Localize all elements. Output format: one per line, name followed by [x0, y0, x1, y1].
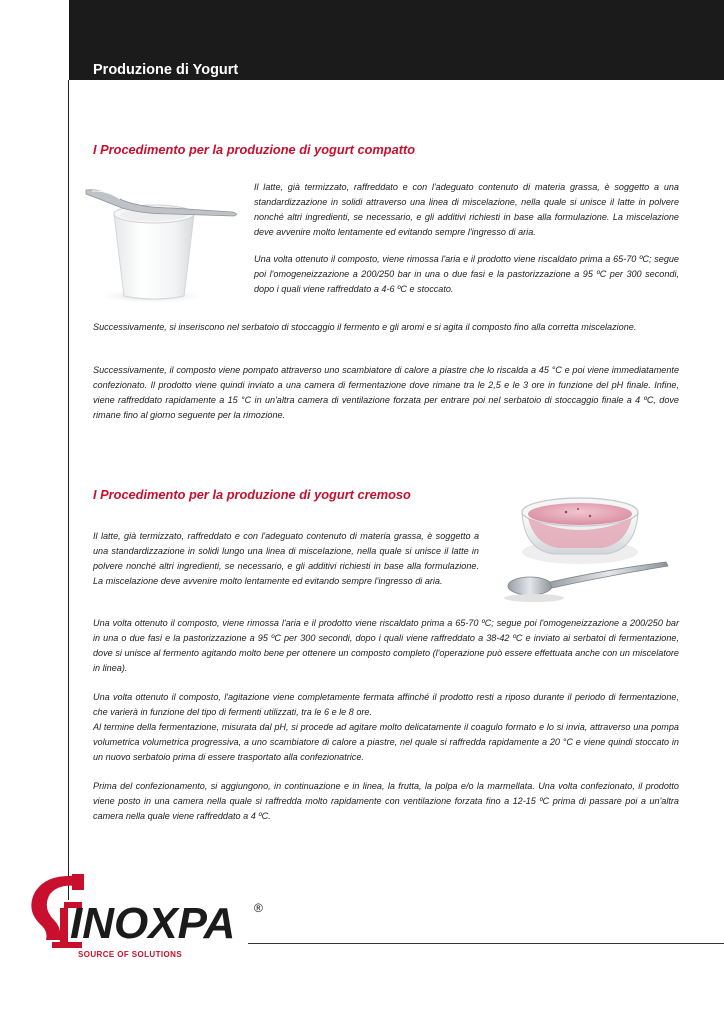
inoxpa-logo	[16, 868, 272, 952]
paragraph: Successivamente, il composto viene pompato attraverso uno scambiatore di calore a piastre che lo riscalda a 45 °C e poi viene immediatamente confezionato. Il prodotto viene quindi inviato a una camera di fermentazione dove rimane tra le 2,5 e le 3 ore in funzione del pH finale. Infine, viene raffreddato rapidamente a 15 °C in un'altra camera di ventilazione forzata per entrare poi nel serbatoio di stoccaggio finale a 4 ºC, dove rimane fino al giorno seguente per la rimozione.	[93, 365, 679, 420]
header-bar	[69, 0, 724, 80]
yogurt-cup-with-spoon-image	[82, 178, 244, 306]
paragraph: Successivamente, si inseriscono nel serbatoio di stoccaggio il fermento e gli aromi e si agita il composto fino alla corretta miscelazione.	[93, 322, 637, 332]
page-title: Produzione di Yogurt	[93, 62, 239, 78]
paragraph: Una volta ottenuto il composto, viene rimossa l'aria e il prodotto viene riscaldato prima a 65-70 ºC; segue poi l'omogeneizzazione a 200/250 bar in una o due fasi e la pastorizzazione a 95 ºC per 300 secondi, dopo i quali viene raffreddato a 38-42 ºC e inviato ai serbatoi di fermentazione, dove si unisce al fermento agitando molto bene per ottenere un composto completo (l'operazione può essere effettuata anche con un miscelatore in linea).	[93, 618, 679, 673]
section-title-cremoso: I Procedimento per la produzione di yogurt cremoso	[93, 487, 411, 502]
paragraph: Prima del confezionamento, si aggiungono, in continuazione e in linea, la frutta, la polpa e/o la marmellata. Una volta confezionato, il prodotto viene posto in una camera nella quale si raffredda molto rapidamente con ventilazione forzata fino a 12-15 ºC prima di passare poi a un'altra camera nella quale viene raffreddato a 4 ºC.	[93, 781, 679, 821]
paragraph: Al termine della fermentazione, misurata dal pH, si procede ad agitare molto delicatamente il coagulo formato e lo si invia, attraverso una pompa volumetrica volumetrica progressiva, a uno scambiatore di calore a piastre, nel quale si raffredda rapidamente a 20 °C e viene quindi stoccato in un nuovo serbatoio prima di essere trasportato alla confezionatrice.	[93, 722, 679, 762]
left-rule	[68, 80, 69, 900]
section-title-compatto: I Procedimento per la produzione di yogurt compatto	[93, 142, 416, 157]
yogurt-bowl-with-spoon-image	[494, 482, 674, 616]
brand-tagline: SOURCE OF SOLUTIONS	[78, 950, 183, 959]
paragraph: Il latte, già termizzato, raffreddato e con l'adeguato contenuto di materia grassa, è soggetto a una standardizzazione in solidi attraverso una linea di miscelazione, nella quale si unisce il latte in polvere nonché altri ingredienti, se necessario, e gli additivi richiesti in base alla formulazione. La miscelazione deve avvenire molto lentamente ed evitando sempre l'ingresso di aria.	[254, 182, 679, 237]
paragraph: Una volta ottenuto il composto, viene rimossa l'aria e il prodotto viene riscaldato prima a 65-70 ºC; segue poi l'omogeneizzazione a 200/250 bar in una o due fasi e la pastorizzazione a 95 ºC per 300 secondi, dopo i quali viene raffreddato a 4-6 ºC e stoccato.	[254, 254, 679, 294]
registered-mark: ®	[254, 901, 263, 915]
paragraph: Una volta ottenuto il composto, l'agitazione viene completamente fermata affinché il prodotto resti a riposo durante il periodo di fermentazione, che varierà in funzione del tipo di fermenti utilizzati, tra le 6 e le 8 ore.	[93, 692, 679, 717]
footer-rule	[248, 943, 724, 944]
paragraph: Il latte, già termizzato, raffreddato e con l'adeguato contenuto di materia grassa, è soggetto a una standardizzazione in solidi lungo una linea di miscelazione, nella quale si unisce il latte in polvere nonché altri ingredienti, se necessario, e gli additivi richiesti in base alla formulazione. La miscelazione deve avvenire molto lentamente ed evitando sempre l'ingresso di aria.	[93, 531, 479, 586]
brand-name: INOXPA	[70, 899, 236, 948]
